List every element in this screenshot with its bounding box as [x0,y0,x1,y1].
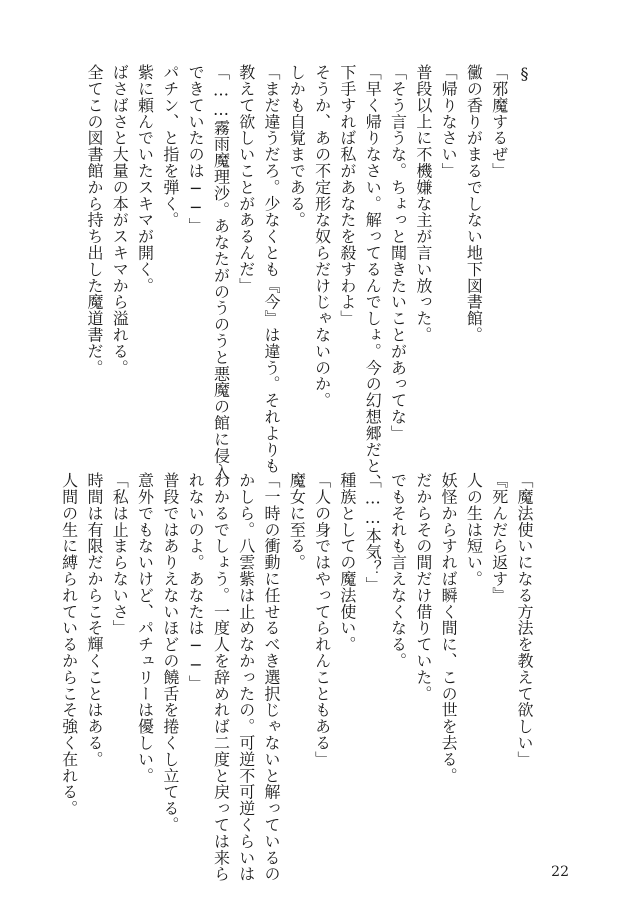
text-line: そうか、あの不定形な奴らだけじゃないのか。 [312,64,332,409]
text-line: 普段以上に不機嫌な主が言い放った。 [413,64,433,343]
text-line: パチン、と指を弾く。 [160,64,180,228]
text-line: 「帰りなさい」 [439,64,459,179]
text-line: 紫に頼んでいたスキマが開く。 [135,64,155,294]
text-line: 「……本気？」 [363,472,383,593]
text-line: 「そう言うな。ちょっと聞きたいことがあってな」 [388,64,408,442]
text-line: 人間の生に縛られているからこそ強く在れる。 [59,472,79,817]
text-line: 種族としての魔法使い。 [337,472,357,653]
text-line: 全てこの図書館から持ち出した魔道書だ。 [84,64,104,376]
text-line: 意外でもないけど、パチュリーは優しい。 [135,472,155,784]
text-line: れないのよ。あなたは──」 [186,472,206,692]
text-line: 時間は有限だからこそ輝くことはある。 [84,472,104,768]
text-line: 教えて欲しいことがあるんだ」 [236,64,256,294]
lower-text-block [56,472,537,882]
text-line: 「邪魔するぜ」 [489,64,509,179]
text-line: 「早く帰りなさい。解ってるんでしょ。今の幻想郷だと、 [363,64,383,491]
text-line: できていたのは──」 [186,64,206,234]
text-line: 黴の香りがまるでしない地下図書館。 [464,64,484,343]
upper-text-block [82,64,537,491]
text-line: かしら。八雲紫は止めなかったの。可逆不可逆くらいは [236,472,256,882]
text-line: ばさばさと大量の本がスキマから溢れる。 [110,64,130,376]
text-line: 人の生は短い。 [464,472,484,587]
text-line: だからその間だけ借りていた。 [413,472,433,702]
text-line: 『死んだら返す』 [489,472,509,604]
text-line: 妖怪からすれば瞬く間に、この世を去る。 [439,472,459,784]
text-line: 「……霧雨魔理沙。あなたがのうのうと悪魔の館に侵入 [211,64,231,480]
page-number: 22 [551,864,569,880]
text-line: 下手すれば私があなたを殺すわよ」 [337,64,357,327]
text-line: しかも自覚まである。 [287,64,307,228]
text-line: 「人の身ではやってられんこともある」 [312,472,332,768]
text-line: 「一時の衝動に任せるべき選択じゃないと解っているの [262,472,282,882]
text-line: 「まだ違うだろ。少なくとも『今』は違う。それよりも [262,64,282,474]
text-line: 「魔法使いになる方法を教えて欲しい」 [515,472,534,768]
text-line: § [515,64,534,84]
text-line: 「私は止まらないさ」 [110,472,130,636]
text-line: でもそれも言えなくなる。 [388,472,408,669]
text-line: 普段ではありえないほどの饒舌を捲くし立てる。 [160,472,180,833]
text-line: わかるでしょう。一度人を辞めれば二度と戻っては来ら [211,472,231,882]
text-line: 魔女に至る。 [287,472,307,571]
